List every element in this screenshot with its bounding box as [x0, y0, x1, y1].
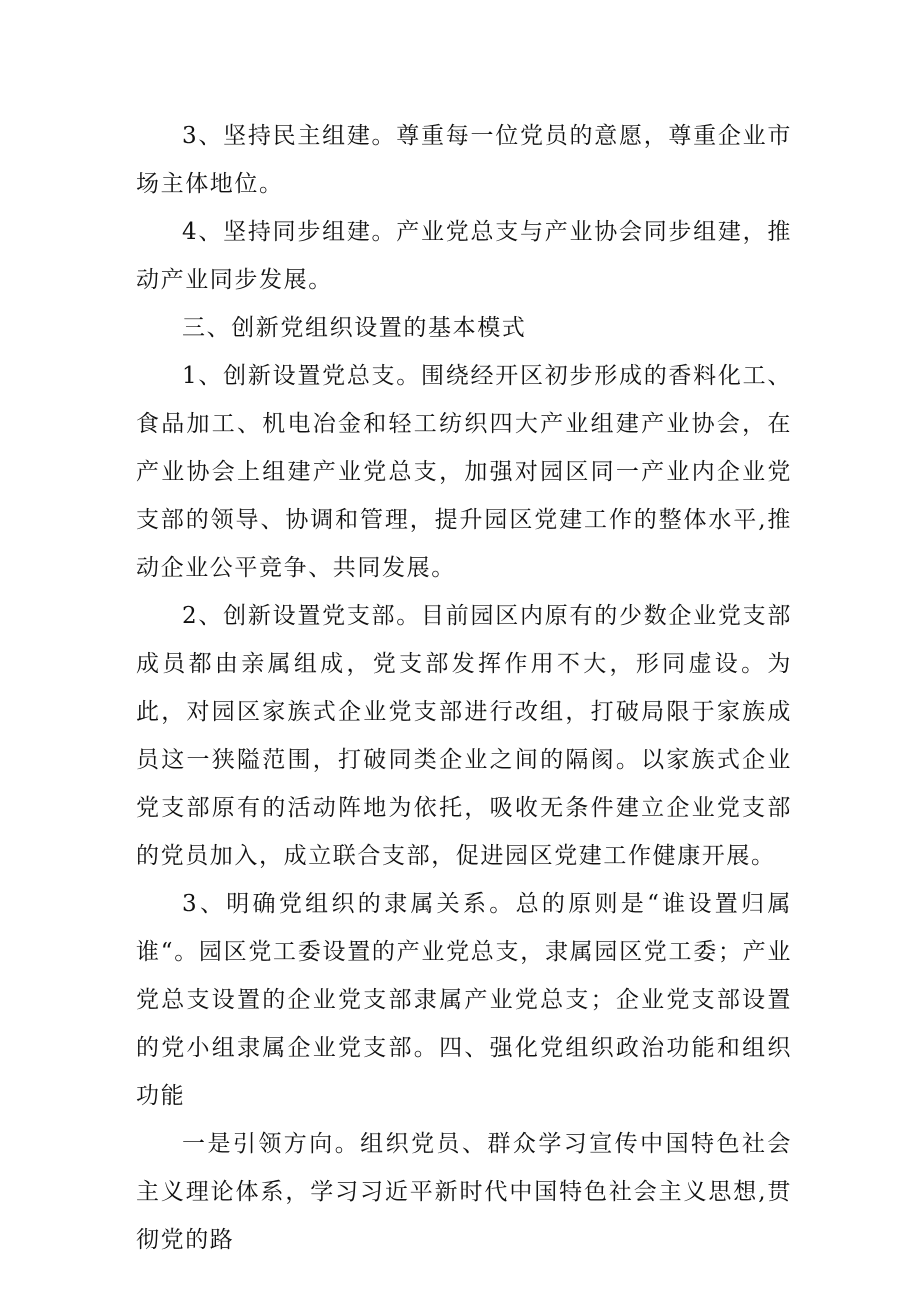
paragraph-mode-1: 1、创新设置党总支。围绕经开区初步形成的香料化工、食品加工、机电冶金和轻工纺织四大产业组建产业协会，在产业协会上组建产业党总支，加强对园区同一产业内企业党支部的领导、协调和管理，提升园区党建工作的整体水平,推动企业公平竞争、共同发展。 [136, 363, 792, 581]
paragraph-principle-3: 3、坚持民主组建。尊重每一位党员的意愿，尊重企业市场主体地位。 [136, 123, 792, 197]
paragraph-mode-2: 2、创新设置党支部。目前园区内原有的少数企业党支部成员都由亲属组成，党支部发挥作用不大，形同虚设。为此，对园区家族式企业党支部进行改组，打破局限于家族成员这一狭隘范围，打破同类企业之间的隔阂。以家族式企业党支部原有的活动阵地为依托，吸收无条件建立企业党支部的党员加入，成立联合支部，促进园区党建工作健康开展。 [136, 603, 792, 869]
document-page [136, 112, 792, 1264]
section-heading-3: 三、创新党组织设置的基本模式 [182, 315, 527, 341]
paragraph-mode-3: 3、明确党组织的隶属关系。总的原则是“谁设置归属谁“。园区党工委设置的产业党总支，隶属园区党工委；产业党总支设置的企业党支部隶属产业党总支；企业党支部设置的党小组隶属企业党支部。四、强化党组织政治功能和组织功能 [136, 891, 792, 1109]
paragraph-function-1: 一是引领方向。组织党员、群众学习宣传中国特色社会主义理论体系，学习习近平新时代中国特色社会主义思想,贯彻党的路 [136, 1131, 792, 1253]
paragraph-principle-4: 4、坚持同步组建。产业党总支与产业协会同步组建，推动产业同步发展。 [136, 219, 792, 293]
